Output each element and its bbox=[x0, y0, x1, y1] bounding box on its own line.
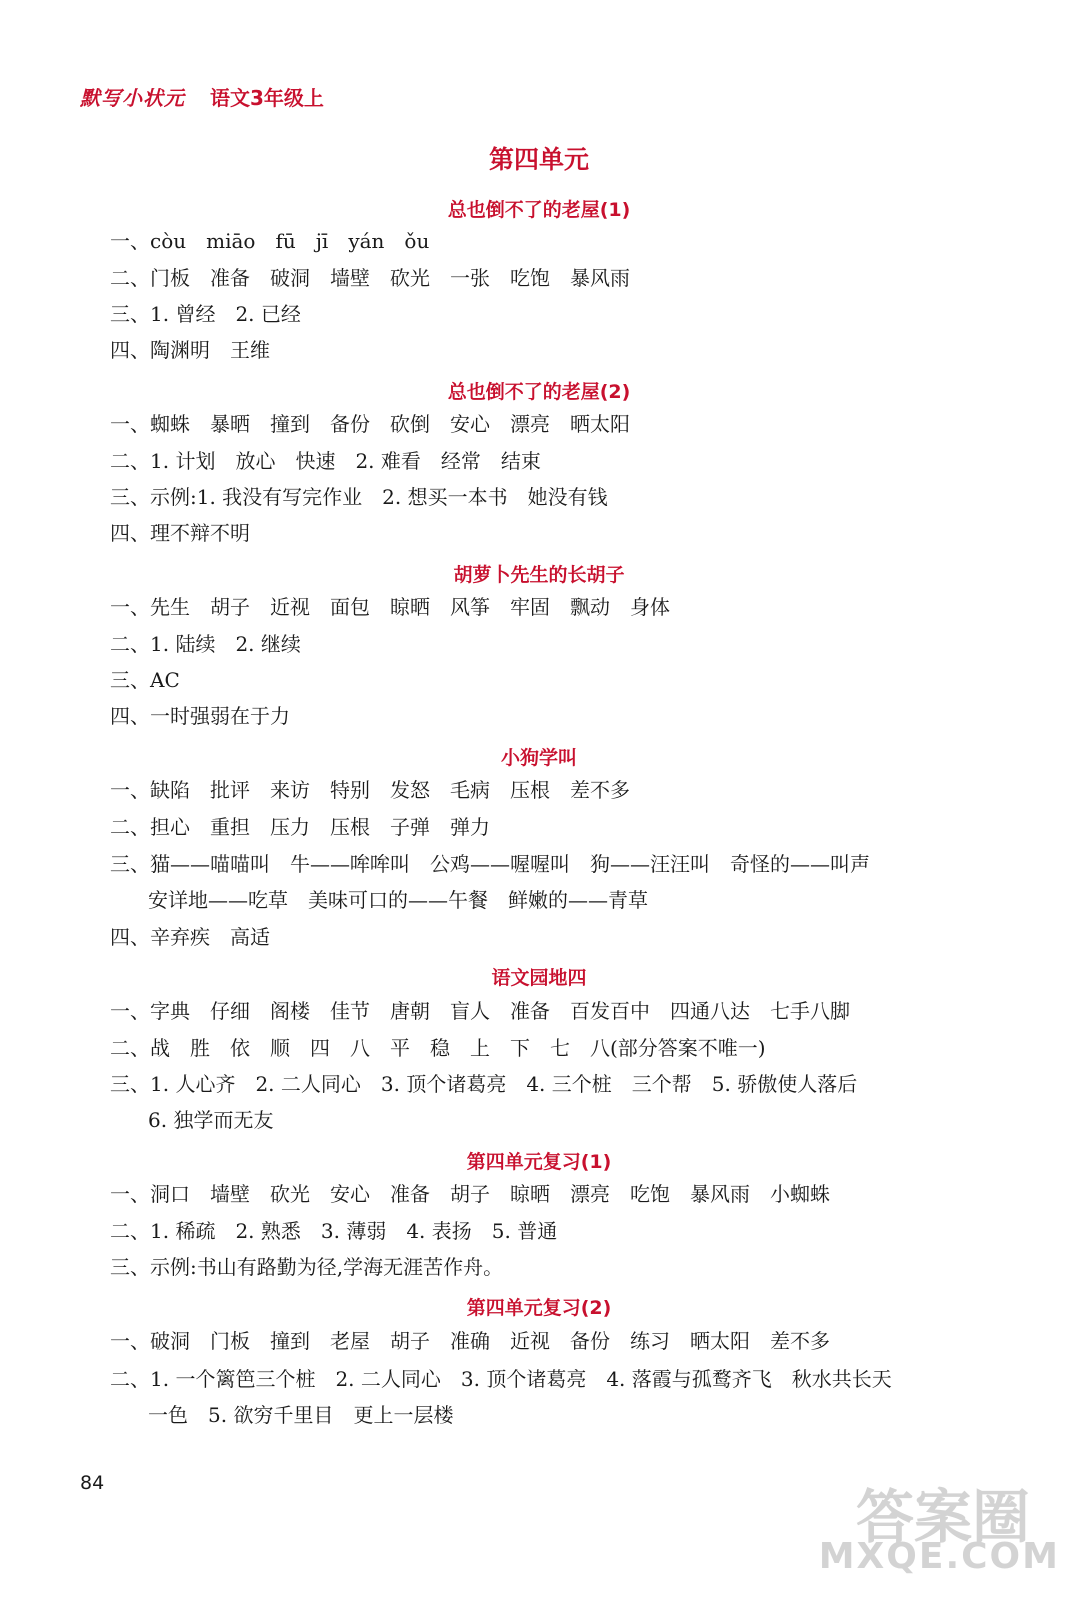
page-number: 84 bbox=[80, 1472, 105, 1494]
answer-line: 二、1. 陆续 2. 继续 bbox=[110, 632, 301, 656]
page-header bbox=[80, 82, 324, 111]
answer-line: 二、担心 重担 压力 压根 子弹 弹力 bbox=[110, 815, 490, 839]
answer-line: 一色 5. 欲穷千里目 更上一层楼 bbox=[148, 1403, 454, 1427]
answer-line: 三、AC bbox=[110, 668, 180, 692]
answer-line: 一、缺陷 批评 来访 特别 发怒 毛病 压根 差不多 bbox=[110, 778, 630, 802]
answer-line: 四、辛弃疾 高适 bbox=[110, 925, 270, 949]
section-title: 胡萝卜先生的长胡子 bbox=[453, 564, 625, 586]
answer-line: 6. 独学而无友 bbox=[148, 1108, 274, 1132]
answer-line: 三、1. 人心齐 2. 二人同心 3. 顶个诸葛亮 4. 三个桩 三个帮 5. 骄傲使人落后 bbox=[110, 1072, 858, 1096]
answer-line: 四、一时强弱在于力 bbox=[110, 704, 290, 728]
watermark-logo bbox=[760, 1470, 1060, 1582]
watermark-top-text: 答案圈 bbox=[855, 1483, 1030, 1551]
section-title: 第四单元复习(2) bbox=[466, 1297, 612, 1319]
answer-line: 安详地——吃草 美味可口的——午餐 鲜嫩的——青草 bbox=[148, 888, 648, 912]
answer-line: 二、1. 一个篱笆三个桩 2. 二人同心 3. 顶个诸葛亮 4. 落霞与孤鹜齐飞 秋水共长天 bbox=[110, 1367, 892, 1391]
section-title: 语文园地四 bbox=[491, 967, 587, 989]
answer-line: 三、1. 曾经 2. 已经 bbox=[110, 302, 301, 326]
unit-title: 第四单元 bbox=[488, 145, 589, 174]
answer-line: 四、陶渊明 王维 bbox=[110, 338, 270, 362]
answer-line: 一、字典 仔细 阁楼 佳节 唐朝 盲人 准备 百发百中 四通八达 七手八脚 bbox=[110, 999, 850, 1023]
answer-line: 三、示例:1. 我没有写完作业 2. 想买一本书 她没有钱 bbox=[110, 485, 608, 509]
answer-line: 二、1. 计划 放心 快速 2. 难看 经常 结束 bbox=[110, 449, 541, 473]
answer-line: 一、còu miāo fū jī yán ǒu bbox=[110, 229, 430, 253]
book-subject: 语文3年级上 bbox=[209, 86, 324, 110]
answer-line: 一、先生 胡子 近视 面包 晾晒 风筝 牢固 飘动 身体 bbox=[110, 595, 670, 619]
watermark-bottom-text: MXQE.COM bbox=[818, 1536, 1060, 1577]
section-title: 第四单元复习(1) bbox=[466, 1151, 612, 1173]
answer-line: 一、破洞 门板 撞到 老屋 胡子 准确 近视 备份 练习 晒太阳 差不多 bbox=[110, 1329, 830, 1353]
answer-line: 一、洞口 墙壁 砍光 安心 准备 胡子 晾晒 漂亮 吃饱 暴风雨 小蜘蛛 bbox=[110, 1182, 830, 1206]
section-title: 总也倒不了的老屋(2) bbox=[447, 381, 631, 403]
answer-line: 三、示例:书山有路勤为径,学海无涯苦作舟。 bbox=[110, 1255, 504, 1279]
series-logo: 默写小状元 bbox=[80, 86, 185, 110]
answer-line: 二、门板 准备 破洞 墙壁 砍光 一张 吃饱 暴风雨 bbox=[110, 266, 630, 290]
section-title: 小狗学叫 bbox=[500, 747, 577, 769]
answer-line: 一、蜘蛛 暴晒 撞到 备份 砍倒 安心 漂亮 晒太阳 bbox=[110, 412, 630, 436]
answer-line: 三、猫——喵喵叫 牛——哞哞叫 公鸡——喔喔叫 狗——汪汪叫 奇怪的——叫声 bbox=[110, 852, 870, 876]
section-title: 总也倒不了的老屋(1) bbox=[447, 199, 631, 221]
answer-line: 二、1. 稀疏 2. 熟悉 3. 薄弱 4. 表扬 5. 普通 bbox=[110, 1219, 558, 1243]
answer-line: 四、理不辩不明 bbox=[110, 521, 250, 545]
answer-line: 二、战 胜 依 顺 四 八 平 稳 上 下 七 八(部分答案不唯一) bbox=[110, 1036, 766, 1060]
